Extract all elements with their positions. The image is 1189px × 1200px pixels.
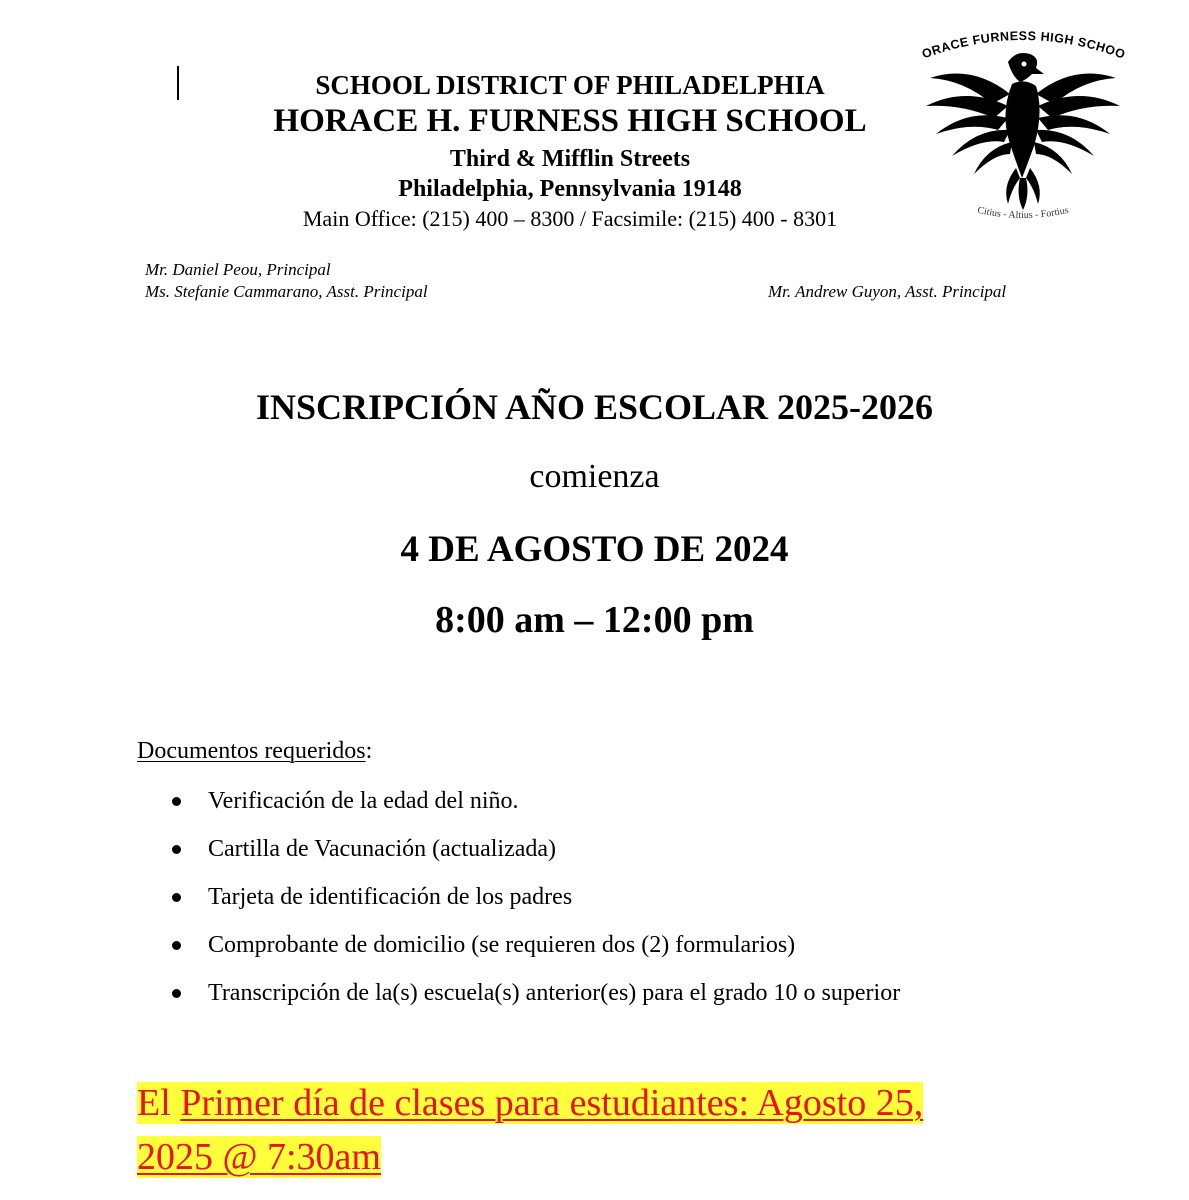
requirement-text: Verificación de la edad del niño. (208, 788, 519, 814)
phoenix-icon (912, 28, 1134, 240)
logo-motto: Citius - Altius - Fortius (976, 204, 1070, 222)
first-day-text: Primer día de clases para estudiantes: Agosto 25, (180, 1082, 924, 1124)
requirement-text: Tarjeta de identificación de los padres (208, 884, 573, 910)
district-name: SCHOOL DISTRICT OF PHILADELPHIA (315, 70, 825, 100)
bullet-icon (172, 989, 181, 998)
first-day-prefix: El (137, 1082, 181, 1124)
school-logo (912, 28, 1134, 240)
list-item (170, 832, 900, 880)
asst-principal-2: Mr. Andrew Guyon, Asst. Principal (768, 282, 1007, 301)
address-city: Philadelphia, Pennsylvania 19148 (398, 176, 742, 202)
announcement-time: 8:00 am – 12:00 pm (435, 599, 754, 641)
list-item (170, 976, 900, 1024)
bullet-icon (172, 845, 181, 854)
bullet-icon (172, 893, 181, 902)
bullet-icon (172, 797, 181, 806)
requirement-text: Transcripción de la(s) escuela(s) anterior(es) para el grado 10 o superior (208, 980, 901, 1006)
address-street: Third & Mifflin Streets (449, 146, 691, 172)
requirements-heading-text: Documentos requeridos (137, 738, 366, 764)
requirement-text: Cartilla de Vacunación (actualizada) (208, 836, 557, 862)
svg-text:HORACE FURNESS HIGH SCHOOL: ORACE FURNESS HIGH SCHOO (920, 28, 1128, 62)
requirements-list (170, 784, 900, 1024)
bullet-icon (172, 941, 181, 950)
principal-name: Mr. Daniel Peou, Principal (145, 260, 331, 279)
requirements-heading-colon: : (365, 738, 373, 764)
text-cursor (177, 66, 179, 100)
announcement-begins: comienza (529, 458, 660, 495)
list-item (170, 928, 900, 976)
list-item (170, 784, 900, 832)
school-name: HORACE H. FURNESS HIGH SCHOOL (273, 103, 867, 139)
contact-numbers: Main Office: (215) 400 – 8300 / Facsimile: (215) 400 - 8301 (302, 206, 838, 231)
list-item (170, 880, 900, 928)
first-day-date: 2025 @ 7:30am (137, 1136, 381, 1178)
first-day-line-2 (137, 1134, 381, 1180)
requirement-text: Comprobante de domicilio (se requieren dos (2) formularios) (208, 932, 796, 958)
announcement-date: 4 DE AGOSTO DE 2024 (400, 529, 789, 570)
asst-principal-1: Ms. Stefanie Cammarano, Asst. Principal (145, 282, 428, 301)
first-day-line-1 (137, 1080, 923, 1126)
requirements-heading (137, 738, 372, 765)
announcement-title: INSCRIPCIÓN AÑO ESCOLAR 2025-2026 (255, 387, 934, 427)
